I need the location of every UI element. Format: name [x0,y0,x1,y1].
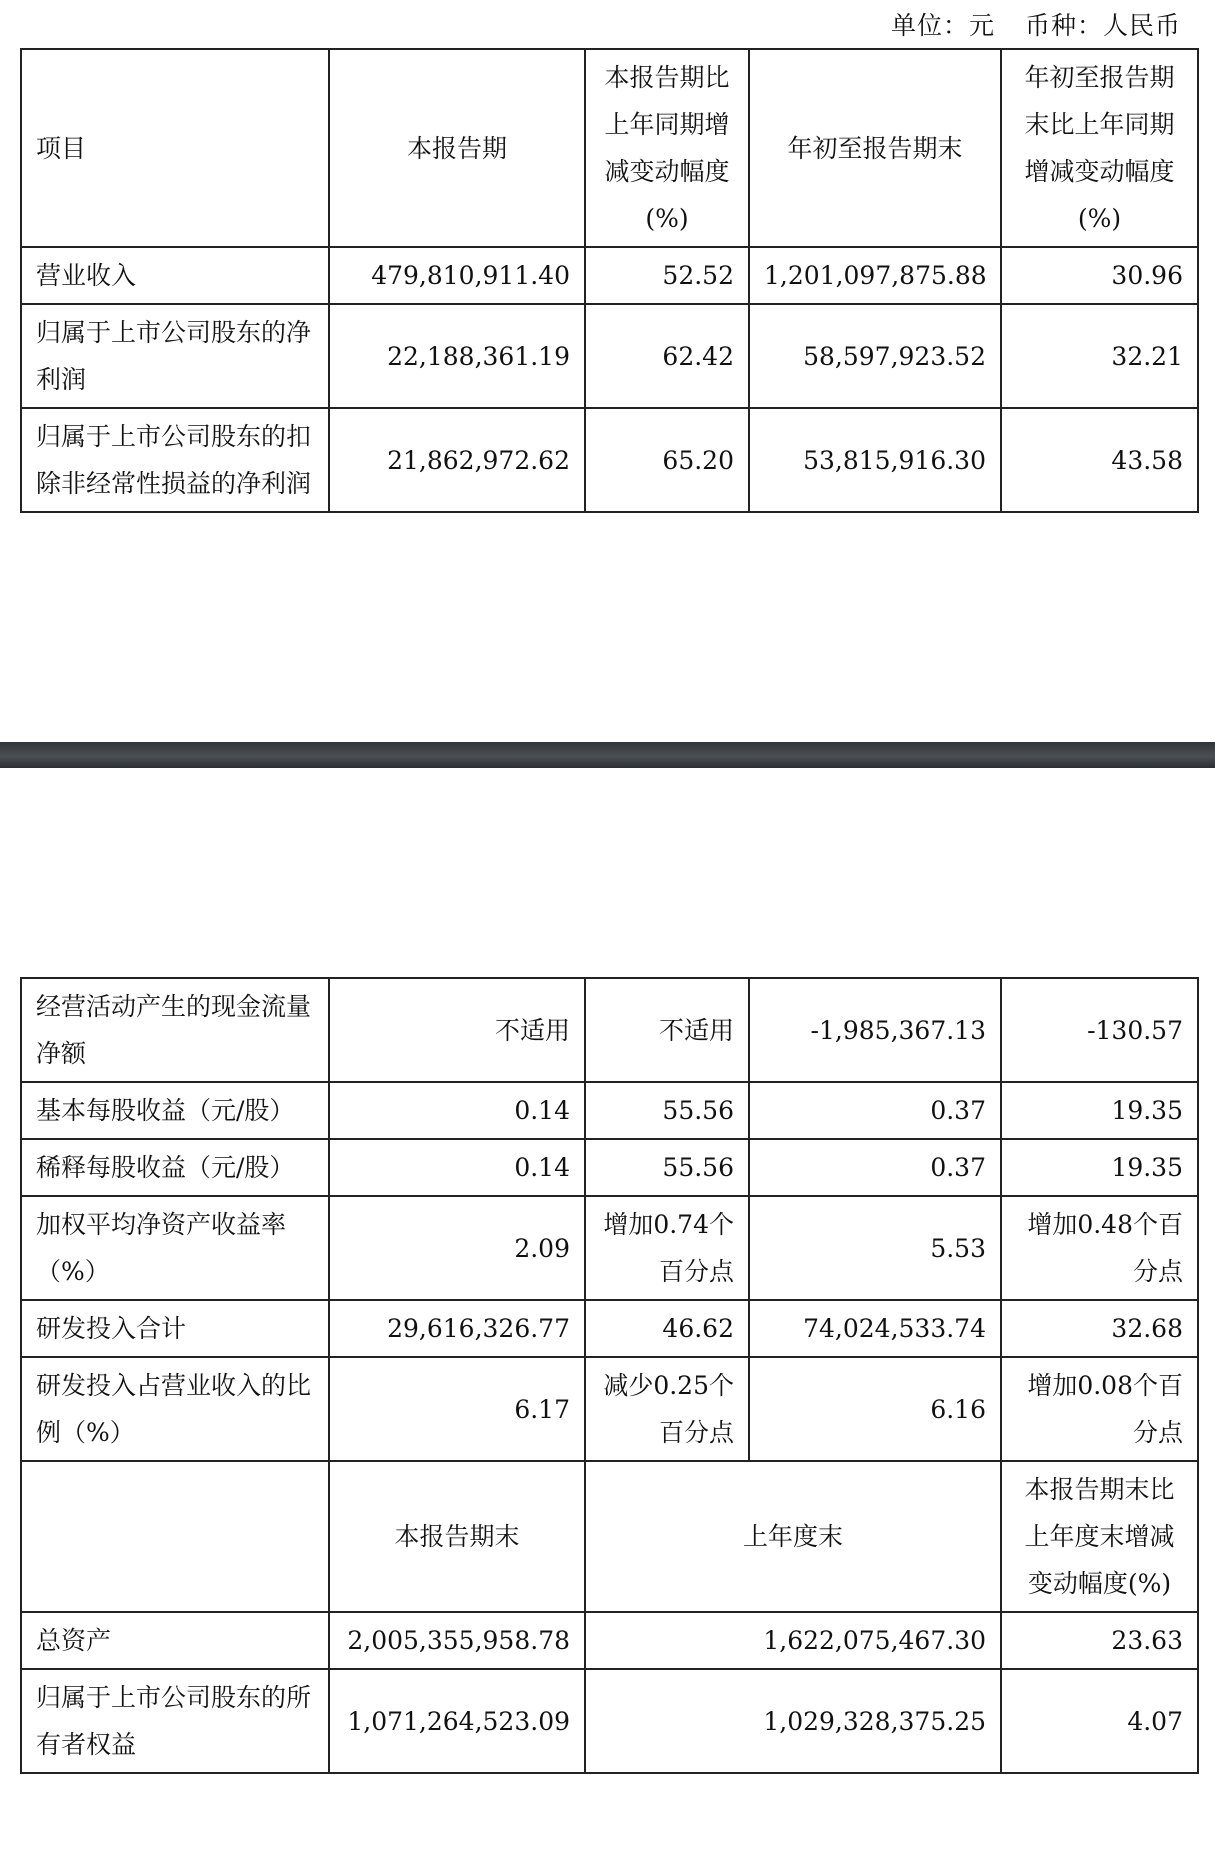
balance-row-change: 23.63 [1001,1612,1198,1669]
row-item: 归属于上市公司股东的扣除非经常性损益的净利润 [21,408,329,512]
row-ytd-change: 32.21 [1001,304,1198,408]
row-current-change: 62.42 [585,304,749,408]
row-ytd: -1,985,367.13 [749,978,1001,1082]
balance-row-period-end: 2,005,355,958.78 [329,1612,585,1669]
balance-header-item [21,1461,329,1612]
table-row [21,304,1198,408]
key-figures-table-continued [20,977,1199,1774]
unit-label: 单位：元 [890,11,995,40]
row-ytd: 1,201,097,875.88 [749,247,1001,304]
table-row [21,1082,1198,1139]
row-current-period: 22,188,361.19 [329,304,585,408]
unit-caption [891,6,1181,42]
key-figures-table [20,48,1199,513]
row-ytd-change: 19.35 [1001,1139,1198,1196]
row-item: 稀释每股收益（元/股） [21,1139,329,1196]
balance-row-prior-year-end: 1,029,328,375.25 [585,1669,1001,1773]
row-ytd-change: 增加0.08个百分点 [1001,1357,1198,1461]
row-item: 加权平均净资产收益率（%） [21,1196,329,1300]
row-ytd-change: 19.35 [1001,1082,1198,1139]
header-current-period: 本报告期 [329,49,585,247]
row-current-period: 不适用 [329,978,585,1082]
balance-row-prior-year-end: 1,622,075,467.30 [585,1612,1001,1669]
balance-header-row [21,1461,1198,1612]
row-current-period: 21,862,972.62 [329,408,585,512]
row-item: 研发投入合计 [21,1300,329,1357]
table-row [21,1139,1198,1196]
table-row [21,978,1198,1082]
row-current-period: 0.14 [329,1139,585,1196]
currency-label: 币种：人民币 [1024,11,1181,40]
row-item: 营业收入 [21,247,329,304]
row-ytd-change: 43.58 [1001,408,1198,512]
row-item: 归属于上市公司股东的净利润 [21,304,329,408]
row-ytd-change: -130.57 [1001,978,1198,1082]
row-current-change: 增加0.74个百分点 [585,1196,749,1300]
row-current-change: 65.20 [585,408,749,512]
row-ytd: 5.53 [749,1196,1001,1300]
balance-row-period-end: 1,071,264,523.09 [329,1669,585,1773]
row-ytd: 0.37 [749,1082,1001,1139]
table-row [21,408,1198,512]
header-item: 项目 [21,49,329,247]
row-ytd: 74,024,533.74 [749,1300,1001,1357]
row-current-change: 46.62 [585,1300,749,1357]
balance-header-prior-year-end: 上年度末 [585,1461,1001,1612]
table-row [21,1300,1198,1357]
row-current-change: 55.56 [585,1139,749,1196]
row-current-change: 55.56 [585,1082,749,1139]
balance-row-item: 总资产 [21,1612,329,1669]
row-current-period: 2.09 [329,1196,585,1300]
row-current-period: 6.17 [329,1357,585,1461]
header-ytd: 年初至报告期末 [749,49,1001,247]
row-current-change: 减少0.25个百分点 [585,1357,749,1461]
table-row [21,1357,1198,1461]
balance-header-change: 本报告期末比上年度末增减变动幅度(%) [1001,1461,1198,1612]
table-header-row [21,49,1198,247]
row-current-change: 不适用 [585,978,749,1082]
row-ytd-change: 30.96 [1001,247,1198,304]
row-item: 研发投入占营业收入的比例（%） [21,1357,329,1461]
balance-row-change: 4.07 [1001,1669,1198,1773]
row-ytd: 0.37 [749,1139,1001,1196]
row-ytd: 58,597,923.52 [749,304,1001,408]
table-row [21,1612,1198,1669]
table-row [21,1669,1198,1773]
row-ytd: 6.16 [749,1357,1001,1461]
balance-row-item: 归属于上市公司股东的所有者权益 [21,1669,329,1773]
row-ytd: 53,815,916.30 [749,408,1001,512]
table-row [21,247,1198,304]
row-ytd-change: 32.68 [1001,1300,1198,1357]
row-current-period: 479,810,911.40 [329,247,585,304]
page-divider-band [0,742,1215,768]
header-current-change: 本报告期比上年同期增减变动幅度(%) [585,49,749,247]
table-row [21,1196,1198,1300]
row-item: 经营活动产生的现金流量净额 [21,978,329,1082]
row-current-period: 0.14 [329,1082,585,1139]
row-ytd-change: 增加0.48个百分点 [1001,1196,1198,1300]
row-current-change: 52.52 [585,247,749,304]
header-ytd-change: 年初至报告期末比上年同期增减变动幅度(%) [1001,49,1198,247]
row-current-period: 29,616,326.77 [329,1300,585,1357]
balance-header-period-end: 本报告期末 [329,1461,585,1612]
row-item: 基本每股收益（元/股） [21,1082,329,1139]
